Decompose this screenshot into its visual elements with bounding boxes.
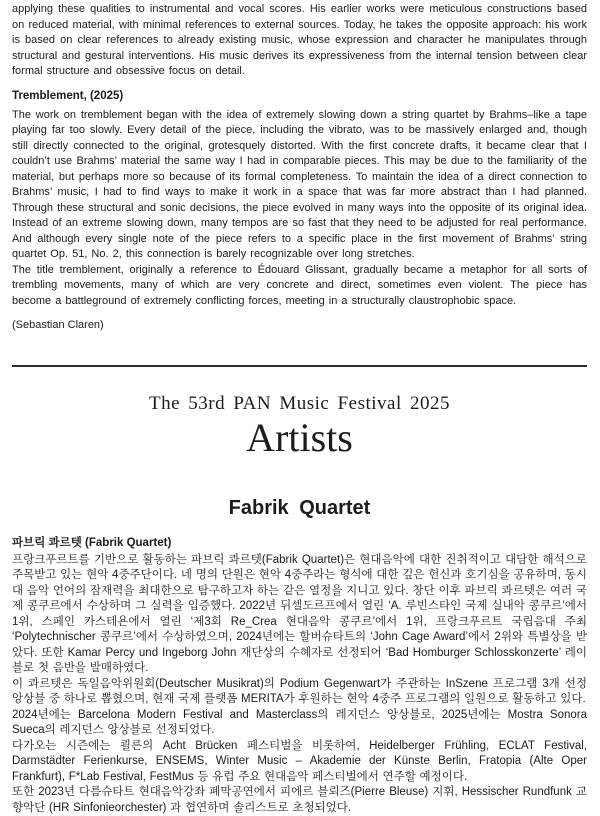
intro-paragraph: applying these qualities to instrumental and vocal scores. His earlier works were meticulous constructions based on reduced material, with minimal references to external sources. Today, he takes the opposite approach: his work is based on clear references to already existing music, whose expression and character he manipulates through structural and gestural interventions. His music derives its expressiveness from the internal tension between clear formal structure and obsessive focus on detail.: [12, 3, 587, 77]
artist-bio-heading: 파브릭 콰르텟 (Fabrik Quartet): [12, 536, 172, 549]
bio-paragraph-4: 다가오는 시즌에는 쾰른의 Acht Brücken 페스티벌을 비롯하여, Heidelberger Frühling, ECLAT Festival, Darmstädter Ferienkurse, ENSEMS, Winter Music – Akademie der Künste Berlin, Fratopia (Alte Oper Frankfurt), F*Lab Festival, FestMus 등 유럽 주요 현대음악 페스티벌에서 연주할 예정이다.: [12, 739, 587, 783]
section-divider: [12, 365, 587, 367]
work-title: Tremblement, (2025): [12, 89, 124, 102]
work-paragraph-1: The work on tremblement began with the idea of extremely slowing down a string quartet by Brahms–like a tape playing far too slowly. Every detail of the piece, including the vibrato, was to be massively enlarged and, though still directly connected to the original, grotesquely distorted. With the first concrete drafts, it became clear that I couldn’t use Brahms’ material the same way I had in comparable pieces. This may be due to the familiarity of the material, but perhaps more so because of its formal completeness. To maintain the idea of a direct connection to Brahms’ music, I had to find ways to make it work in a space that was far more abstract than I had planned. Through these structural and sonic decisions, the piece evolved in many ways into the opposite of its original idea. Instead of an extreme slowing down, many tempos are so fast that they need to be adjusted for real performance. And although every single note of the piece refers to a specific place in the first movement of Brahms’ string quartet Op. 51, No. 2, this connection is barely recognizable over long stretches.: [12, 108, 587, 260]
festival-title: The 53rd PAN Music Festival 2025: [148, 392, 451, 414]
artist-name-heading: Fabrik Quartet: [228, 496, 371, 519]
work-credit: (Sebastian Claren): [12, 319, 104, 331]
bio-paragraph-3: 2024년에는 Barcelona Modern Festival and Masterclass의 레지던스 앙상블로, 2025년에는 Mostra Sonora Sueca의 레지던스 앙상블로 선정되었다.: [12, 708, 587, 736]
bio-paragraph-1: 프랑크푸르트를 기반으로 활동하는 파브릭 콰르텟(Fabrik Quartet)은 현대음악에 대한 진취적이고 대담한 해석으로 주목받고 있는 현악 4중주단이다. 네 명의 단원은 현악 4중주라는 형식에 대한 깊은 헌신과 호기심을 공유하며, 동시대 음악 언어의 잠재력을 최대한으로 탐구하고자 하는 같은 열정을 지니고 있다. 창단 이후 파브릭 콰르텟은 여러 국제 콩쿠르에서 수상하며 그 실력을 입증했다. 2022년 뒤셀도르프에서 열린 ‘A. 루빈스타인 국제 실내악 콩쿠르’에서 1위, 스페인 카스테욘에서 열린 ‘제3회 Re_Crea 현대음악 콩쿠르’에서 1위, 프랑크푸르트 국립음대 주최 ‘Polytechnischer 콩쿠르’에서 수상하였으며, 2024년에는 할버슈타트의 ‘John Cage Award’에서 2위와 특별상을 받았다. 또한 Kamar Percy und Ingeborg John 재단상의 수혜자로 선정되어 ‘Bad Homburger Schlosskonzerte’ 레이블로 첫 음반을 발매하였다.: [12, 553, 587, 674]
bio-paragraph-5: 또한 2023년 다름슈타트 현대음악강좌 폐막공연에서 피에르 블뢰즈(Pierre Bleuse) 지휘, Hessischer Rundfunk 교향악단 (HR Sinfonieorchester) 과 협연하며 솔리스트로 초청되었다.: [12, 786, 587, 814]
work-paragraph-2: The title tremblement, originally a reference to Édouard Glissant, gradually became a metaphor for all sorts of trembling movements, many of which are very concrete and direct, sometimes even violent. The piece has become a battleground of extremely conflicting forces, meeting in a structurally claustrophobic space.: [12, 263, 587, 307]
artists-section-heading: Artists: [246, 414, 353, 460]
bio-paragraph-2: 이 콰르텟은 독일음악위원회(Deutscher Musikrat)의 Podium Gegenwart가 주관하는 InSzene 프로그램 3개 선정 앙상블 중 하나로 뽑혔으며, 현재 국제 플랫폼 MERITA가 후원하는 현악 4중주 프로그램의 일원으로 활동하고 있다.: [12, 677, 587, 705]
